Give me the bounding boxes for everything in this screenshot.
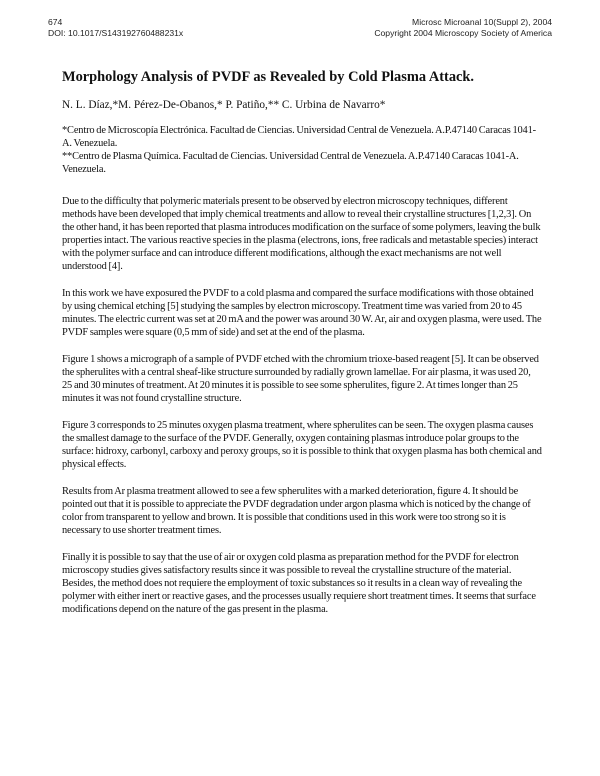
running-header-right xyxy=(374,17,552,39)
copyright-notice: Copyright 2004 Microscopy Society of America xyxy=(374,28,552,38)
doi: DOI: 10.1017/S143192760488231x xyxy=(48,28,184,38)
running-header-left xyxy=(48,17,183,39)
page-number: 674 xyxy=(48,17,63,27)
paper-title: Morphology Analysis of PVDF as Revealed by Cold Plasma Attack. xyxy=(62,69,475,85)
body-paragraphs xyxy=(62,195,542,630)
paragraph-4: Figure 3 corresponds to 25 minutes oxygen plasma treatment, where spherulites can be seen. The oxygen plasma causes the smallest damage to the surface of the PVDF. Generally, oxygen containing plasmas introduce polar groups to the surface: hidroxy, carbonyl, carboxy and peroxy groups, so it is possible to think that oxygen plasma has both chemical and physical effects. xyxy=(62,419,542,471)
paragraph-5: Results from Ar plasma treatment allowed to see a few spherulites with a marked deterioration, figure 4. It should be pointed out that it is possible to appreciate the PVDF degradation under argon plasma which is noticed by the change of color from transparent to yellow and brown. It is possible that conditions used in this work were too strong so it is necessary to use shorter treatment times. xyxy=(62,485,531,536)
paragraph-2: In this work we have exposured the PVDF to a cold plasma and compared the surface modifications with those obtained by using chemical etching [5] studying the samples by electron microscopy. Treatment time was varied from 20 to 45 minutes. The electric current was set at 20 mA and the power was around 30 W. Ar, air and oxygen plasma, were used. The PVDF samples were square (0,5 mm of side) and set at the end of the plasma. xyxy=(62,288,542,339)
paragraph-3: Figure 1 shows a micrograph of a sample of PVDF etched with the chromium trioxe-based reagent [5]. It can be observed the spherulites with a central sheaf-like structure surrounded by radially grown lamellae. For air plasma, it was used 20, 25 and 30 minutes of treatment. At 20 minutes it is possible to see some spherulites, figure 2. At times longer than 25 minutes it was not found crystalline structure. xyxy=(62,353,539,405)
affiliation-2: **Centro de Plasma Química. Facultad de Ciencias. Universidad Central de Venezuela. A.P.47140 Caracas 1041-A. Venezuela. xyxy=(62,151,519,176)
paragraph-1: Due to the difficulty that polymeric materials present to be observed by electron microscopy techniques, different methods have been developed that imply chemical treatments and allow to reveal their crystalline structures [1,2,3]. On the other hand, it has been reported that plasma introduces modification on the surface of some polymers, leaving the bulk properties intact. The various reactive species in the plasma (electrons, ions, free radicals and metastable species) interact with the polymer surface and can introduce different modifications, although the exact mechanisms are not well understood [4]. xyxy=(62,196,541,273)
author-list: N. L. Díaz,*M. Pérez-De-Obanos,* P. Patiño,** C. Urbina de Navarro* xyxy=(62,99,386,111)
paragraph-6: Finally it is possible to say that the use of air or oxygen cold plasma as preparation method for the PVDF for electron microscopy studies gives satisfactory results since it was possible to reveal the crystalline structure of the material. Besides, the method does not requiere the employment of toxic substances so it results in a clean way of revealing the polymer with either inert or reactive gases, and the processes usually requiere short treatment times. It seems that surface modifications depend on the nature of the gas present in the plasma. xyxy=(62,551,536,615)
affiliations xyxy=(62,124,542,176)
affiliation-1: *Centro de Microscopía Electrónica. Facultad de Ciencias. Universidad Central de Venezuela. A.P.47140 Caracas 1041-A. Venezuela. xyxy=(62,125,536,150)
journal-citation: Microsc Microanal 10(Suppl 2), 2004 xyxy=(412,17,552,27)
